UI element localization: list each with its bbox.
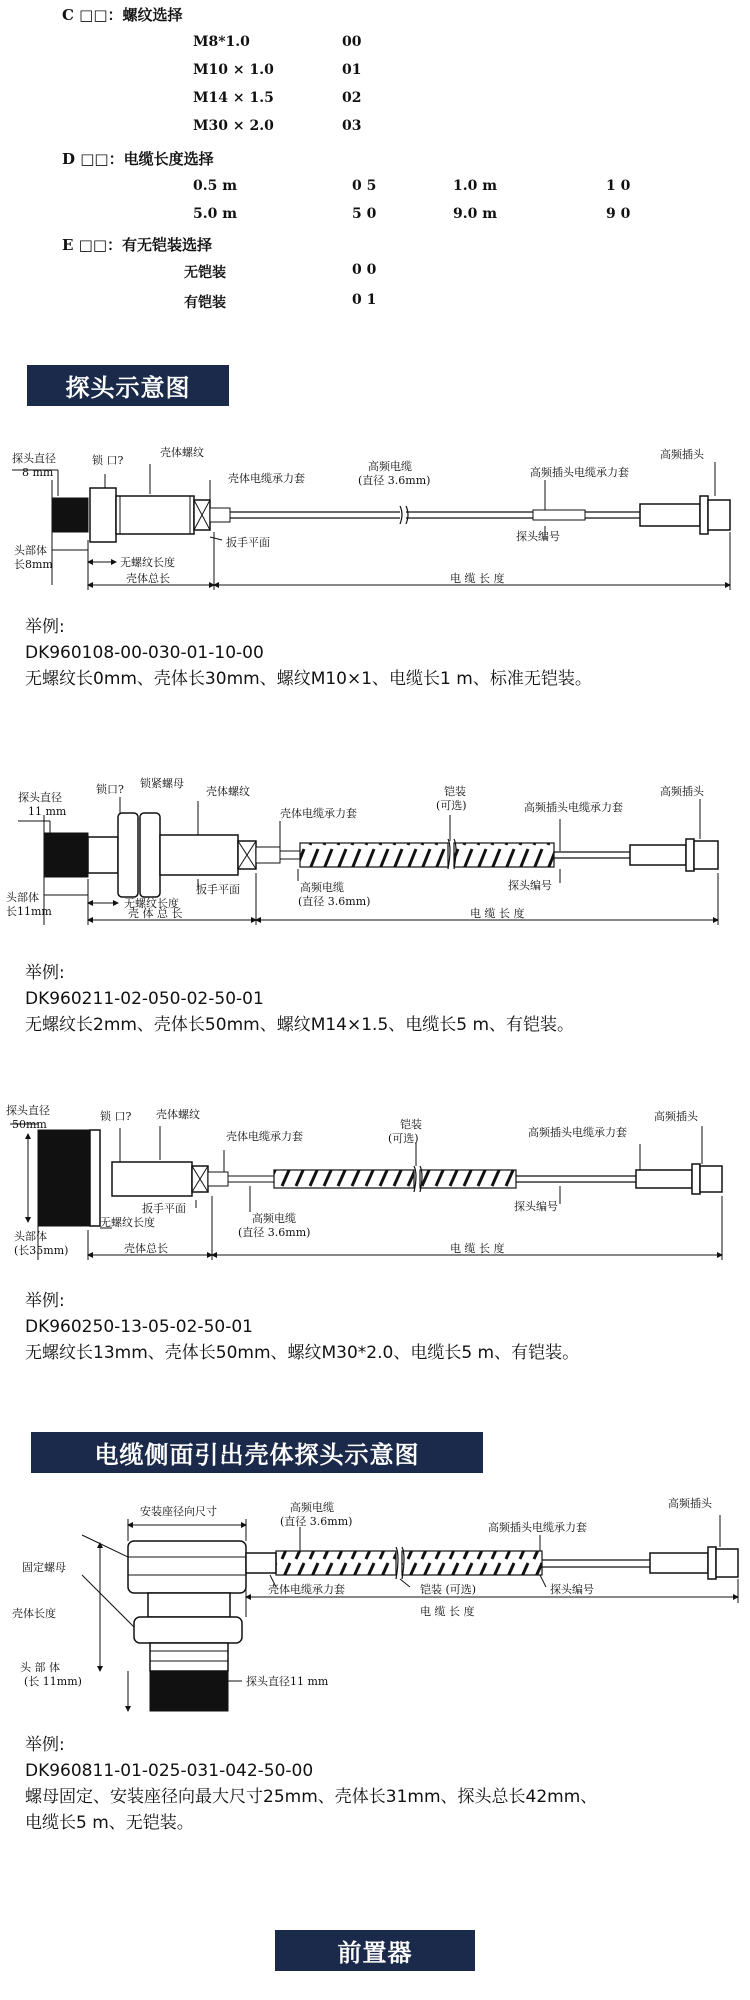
shell-thread-label: 壳体螺纹	[206, 785, 250, 798]
probe-shell	[112, 1162, 192, 1196]
head-len-label: 长8mm	[14, 558, 53, 571]
hf-plug	[686, 839, 694, 871]
example-title: 举例:	[25, 963, 65, 983]
example-title: 举例:	[25, 617, 65, 637]
side-exit-diagram-banner: 电缆侧面引出壳体探头示意图	[31, 1432, 483, 1473]
side-exit-probe-diagram	[0, 1495, 750, 1715]
head-body-label: 头部体	[14, 544, 47, 557]
shell-cable-sleeve-label: 壳体电缆承力套	[228, 472, 305, 485]
hf-cable-label: 高频电缆	[368, 460, 412, 473]
probe-head	[52, 498, 88, 532]
lock-collar	[90, 488, 116, 542]
hf-plug	[708, 1547, 716, 1579]
shell-cable-sleeve-label: 壳体电缆承力套	[268, 1583, 345, 1596]
example-code: DK960108-00-030-01-10-00	[25, 643, 264, 663]
armor-option-label: 无铠装	[184, 265, 226, 281]
armor	[300, 843, 448, 867]
armor-label: 铠装	[444, 785, 466, 798]
hf-plug-sleeve	[630, 845, 686, 865]
hf-plug-label: 高频插头	[660, 448, 704, 461]
probe-head	[38, 1130, 90, 1226]
wrench-label: 扳手平面	[196, 883, 240, 896]
armor-opt-label: (可选)	[436, 799, 467, 812]
thread-option-label: M8*1.0	[193, 34, 250, 50]
lock-label: 锁口?	[96, 783, 124, 796]
cable-length-label: 5.0 m	[193, 206, 238, 222]
no-thread-label: 无螺纹长度	[100, 1216, 155, 1229]
hf-cable-dia-label: (直径 3.6mm)	[280, 1515, 353, 1528]
hf-plug-label: 高频插头	[668, 1497, 712, 1510]
thread-option-code: 00	[342, 34, 362, 50]
lock-nut-label: 锁紧螺母	[140, 777, 184, 790]
example-4	[25, 1732, 597, 1836]
probe-head	[44, 833, 88, 877]
armor	[454, 843, 554, 867]
head-len-label: (长 11mm)	[24, 1675, 82, 1688]
probe-no-label: 探头编号	[508, 879, 552, 892]
probe-diagram-2	[0, 775, 750, 940]
armor-label: 铠装 (可选)	[420, 1583, 477, 1596]
hf-cable-label: 高频电缆	[300, 881, 344, 894]
preamp-banner: 前置器	[275, 1930, 475, 1971]
wrench-label: 扳手平面	[142, 1202, 186, 1215]
hf-cable-dia-label: (直径 3.6mm)	[238, 1226, 311, 1239]
option-d-header: D □□：电缆长度选择	[62, 150, 214, 168]
hf-plug-sleeve-label: 高频插头电缆承力套	[530, 466, 629, 479]
armor	[274, 1170, 414, 1188]
cable-len-label: 电 缆 长 度	[470, 907, 525, 920]
example-3	[25, 1288, 579, 1366]
armor-option-code: 0 1	[352, 292, 377, 308]
hf-cable-dia-label: (直径 3.6mm)	[358, 474, 431, 487]
example-desc: 无螺纹长2mm、壳体长50mm、螺纹M14×1.5、电缆长5 m、有铠装。	[25, 1015, 575, 1035]
cable-len-label: 电 缆 长 度	[450, 572, 505, 585]
probe-dia-label: 探头直径	[12, 452, 56, 465]
probe-dia-label: 探头直径11 mm	[246, 1675, 329, 1688]
hf-plug	[700, 496, 708, 534]
thread-option-label: M14 × 1.5	[193, 90, 274, 106]
hf-cable-label: 高频电缆	[252, 1212, 296, 1225]
cable-length-code: 5 0	[352, 206, 377, 222]
lock-label: 锁 口?	[92, 454, 124, 467]
shell-total-label: 壳 体 总 长	[128, 907, 183, 920]
probe-diagram-banner: 探头示意图	[27, 365, 229, 406]
probe-dia-value: 11 mm	[28, 805, 67, 818]
probe-head	[150, 1671, 228, 1711]
shell-total-label: 壳体总长	[126, 572, 170, 585]
cable-len-label: 电 缆 长 度	[450, 1242, 505, 1255]
armor	[402, 1551, 542, 1575]
probe-no-label: 探头编号	[550, 1583, 594, 1596]
armor-label: 铠装	[400, 1118, 422, 1131]
shell-cable-sleeve-label: 壳体电缆承力套	[226, 1130, 303, 1143]
armor	[420, 1170, 516, 1188]
cable-length-label: 9.0 m	[453, 206, 498, 222]
cable-length-code: 0 5	[352, 178, 377, 194]
example-title: 举例:	[25, 1291, 65, 1311]
armor	[276, 1551, 396, 1575]
hf-plug	[692, 1164, 700, 1194]
probe-diagram-3	[0, 1100, 750, 1270]
thread-option-label: M10 × 1.0	[193, 62, 274, 78]
cable-length-code: 1 0	[606, 178, 631, 194]
hf-plug-sleeve	[640, 504, 700, 526]
fix-nut	[134, 1617, 242, 1643]
shell-cable-sleeve-label: 壳体电缆承力套	[280, 807, 357, 820]
shell-total-label: 壳体总长	[124, 1242, 168, 1255]
fix-nut-label: 固定螺母	[22, 1561, 66, 1574]
probe-dia-label: 探头直径	[18, 791, 62, 804]
cable-length-label: 0.5 m	[193, 178, 238, 194]
hf-cable-dia-label: (直径 3.6mm)	[298, 895, 371, 908]
hf-plug-sleeve-label: 高频插头电缆承力套	[524, 801, 623, 814]
example-desc: 无螺纹长0mm、壳体长30mm、螺纹M10×1、电缆长1 m、标准无铠装。	[25, 669, 592, 689]
option-c-header: C □□：螺纹选择	[62, 6, 183, 24]
thread-option-code: 03	[342, 118, 362, 134]
head-body-label: 头 部 体	[20, 1661, 60, 1674]
hf-plug-sleeve-label: 高频插头电缆承力套	[528, 1126, 627, 1139]
lock-nut	[140, 813, 160, 897]
example-2	[25, 960, 574, 1038]
hf-plug-sleeve	[650, 1553, 708, 1573]
option-e-header: E □□：有无铠装选择	[62, 236, 213, 254]
armor-option-label: 有铠装	[184, 295, 226, 311]
probe-dia-label: 探头直径	[6, 1104, 50, 1117]
hf-plug-sleeve	[636, 1170, 692, 1188]
example-code: DK960250-13-05-02-50-01	[25, 1317, 253, 1337]
shell-thread-label: 壳体螺纹	[156, 1108, 200, 1121]
probe-dia-value: 50mm	[12, 1118, 47, 1131]
probe-no-label: 探头编号	[516, 530, 560, 543]
armor-opt-label: (可选)	[388, 1132, 419, 1145]
head-len-label: (长35mm)	[14, 1244, 69, 1257]
example-desc: 螺母固定、安装座径向最大尺寸25mm、壳体长31mm、探头总长42mm、	[25, 1787, 598, 1807]
thread-option-label: M30 × 2.0	[193, 118, 274, 134]
head-body-label: 头部体	[14, 1230, 47, 1243]
head-body-label: 头部体	[6, 891, 39, 904]
no-thread-label: 无螺纹长度	[120, 556, 175, 569]
probe-diagram-1	[0, 440, 750, 600]
mount-dim-label: 安装座径向尺寸	[140, 1505, 217, 1518]
example-desc: 无螺纹长13mm、壳体长50mm、螺纹M30*2.0、电缆长5 m、有铠装。	[25, 1343, 580, 1363]
example-code: DK960811-01-025-031-042-50-00	[25, 1761, 314, 1781]
thread-option-code: 01	[342, 62, 362, 78]
shell-len-label: 壳体长度	[12, 1607, 56, 1620]
head-len-label: 长11mm	[6, 905, 52, 918]
wrench-label: 扳手平面	[226, 536, 270, 549]
example-title: 举例:	[25, 1735, 65, 1755]
example-desc-2: 电缆长5 m、无铠装。	[25, 1813, 194, 1833]
probe-dia-value: 8 mm	[22, 466, 54, 479]
hf-plug-label: 高频插头	[660, 785, 704, 798]
lock-label: 锁 口?	[100, 1110, 132, 1123]
armor-option-code: 0 0	[352, 262, 377, 278]
example-1	[25, 614, 592, 692]
probe-shell	[160, 835, 238, 875]
cable-length-code: 9 0	[606, 206, 631, 222]
hf-plug-label: 高频插头	[654, 1110, 698, 1123]
lock-nut	[118, 813, 138, 897]
no-thread-label: 无螺纹长度	[124, 897, 179, 910]
hf-cable-label: 高频电缆	[290, 1501, 334, 1514]
hf-plug-sleeve-label: 高频插头电缆承力套	[488, 1521, 587, 1534]
example-code: DK960211-02-050-02-50-01	[25, 989, 264, 1009]
thread-option-code: 02	[342, 90, 362, 106]
shell-thread-label: 壳体螺纹	[160, 446, 204, 459]
mount-base	[128, 1541, 246, 1593]
probe-no-label: 探头编号	[514, 1200, 558, 1213]
probe-shell	[116, 496, 194, 534]
cable-len-label: 电 缆 长 度	[420, 1605, 475, 1618]
cable-length-label: 1.0 m	[453, 178, 498, 194]
